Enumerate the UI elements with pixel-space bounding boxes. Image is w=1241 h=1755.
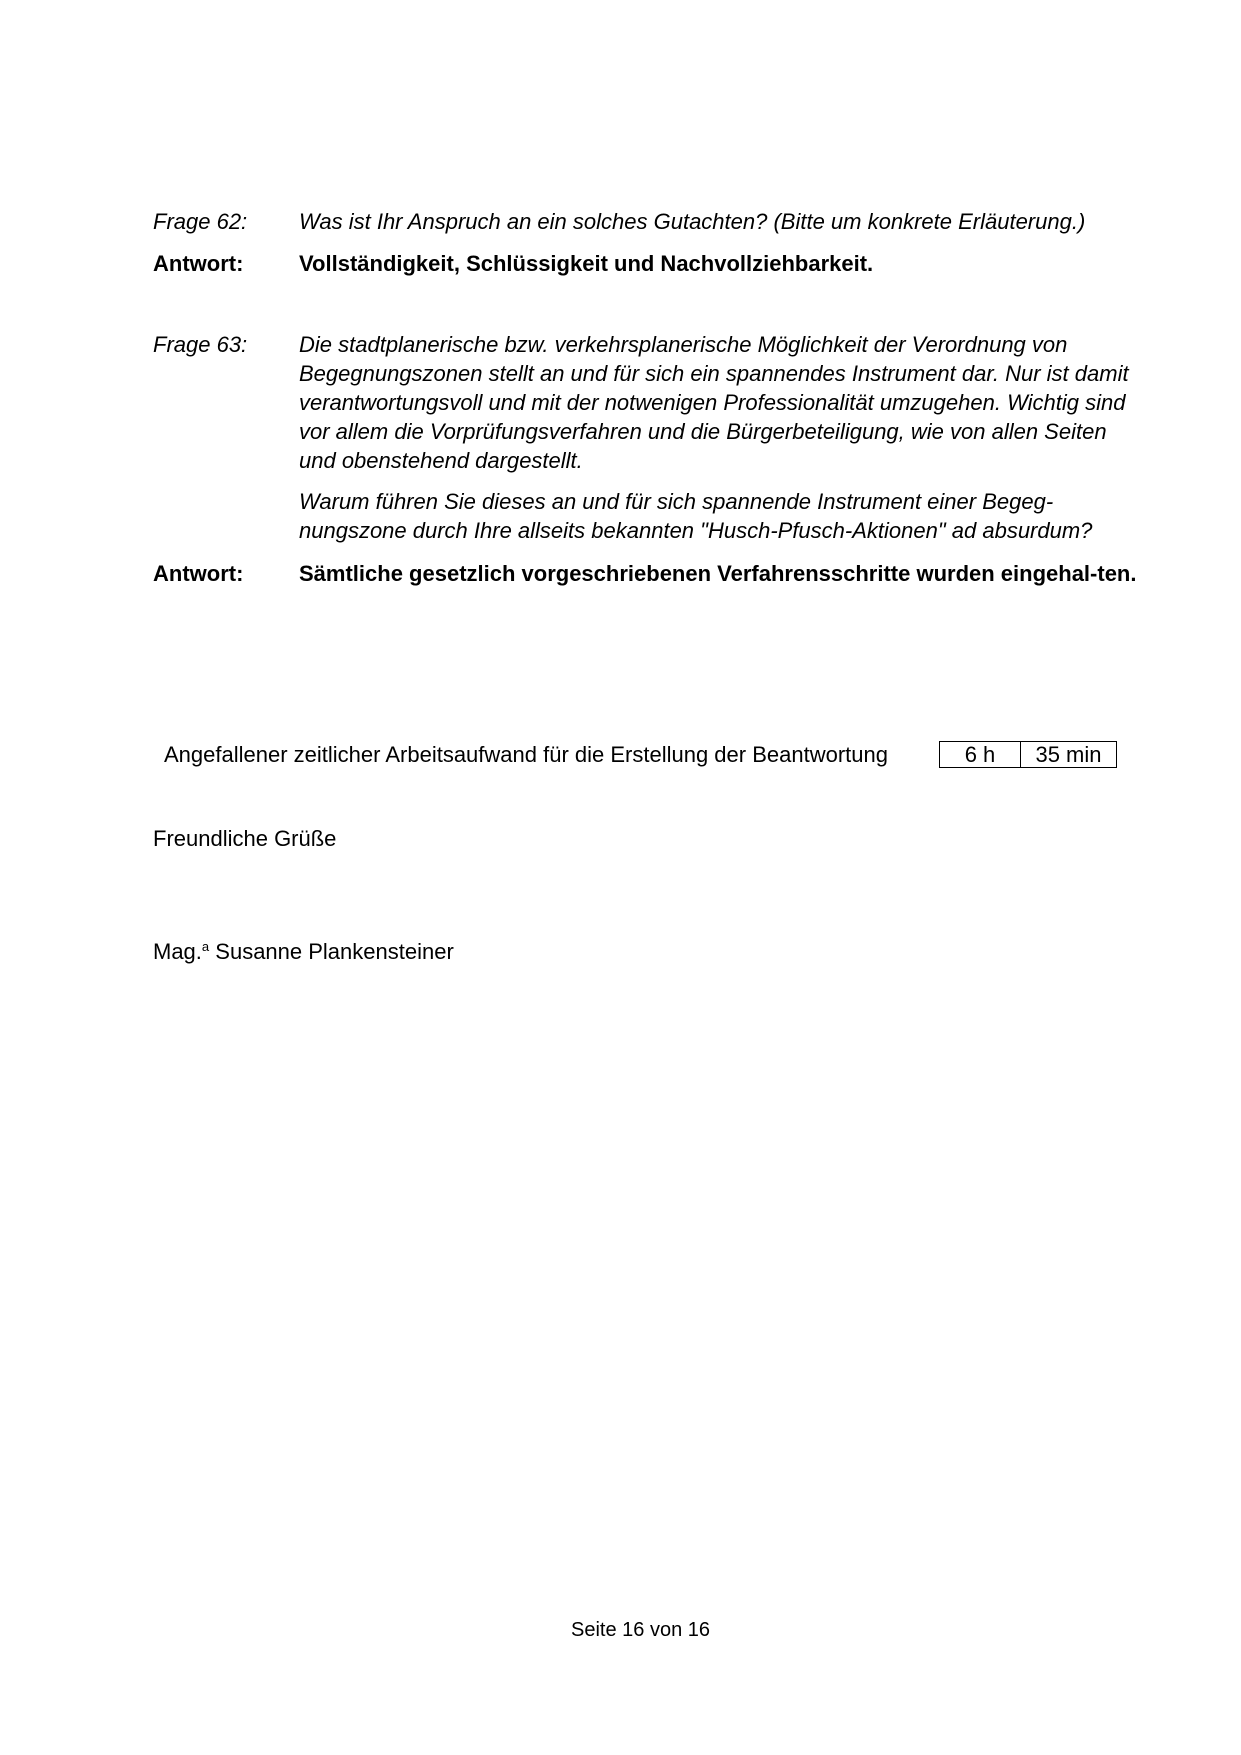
signature — [153, 937, 454, 966]
answer-63 — [153, 559, 1138, 588]
answer-63-text: Sämtliche gesetzlich vorgeschriebenen Verfahrensschritte wurden eingehal-ten. — [299, 561, 1137, 586]
answer-62 — [153, 249, 1138, 278]
answer-62-label: Antwort: — [153, 251, 244, 276]
page-number: Seite 16 von 16 — [571, 1619, 710, 1641]
question-63-label: Frage 63: — [153, 332, 248, 357]
effort-table — [939, 741, 1117, 768]
answer-63-label: Antwort: — [153, 561, 244, 586]
greeting: Freundliche Grüße — [153, 826, 337, 851]
question-63 — [153, 330, 1138, 545]
effort-minutes: 35 min — [1021, 742, 1117, 768]
question-63-text — [299, 330, 1138, 545]
effort-hours: 6 h — [940, 742, 1021, 768]
signature-title-superscript: a — [201, 939, 210, 954]
question-63-paragraph-2: Warum führen Sie dieses an und für sich spannende Instrument einer Begeg-nungszone durch Ihre allseits bekannten "Husch-Pfusch-Aktionen" ad absurdum? — [299, 489, 1093, 543]
question-62-label: Frage 62: — [153, 209, 248, 234]
question-62 — [153, 207, 1138, 236]
signature-title: Mag. — [153, 939, 202, 964]
signature-name: Susanne Plankensteiner — [215, 939, 454, 964]
answer-62-text: Vollständigkeit, Schlüssigkeit und Nachvollziehbarkeit. — [299, 251, 874, 276]
effort-label: Angefallener zeitlicher Arbeitsaufwand für die Erstellung der Beantwortung — [164, 742, 888, 767]
question-63-paragraph-1: Die stadtplanerische bzw. verkehrsplanerische Möglichkeit der Verordnung von Begegnungszonen stellt an und für sich ein spannendes Instrument dar. Nur ist damit verantwortungsvoll und mit der notwenigen Professionalität umzugehen. Wichtig sind vor allem die Vorprüfungsverfahren und die Bürgerbeteiligung, wie von allen Seiten und obenstehend dargestellt. — [299, 332, 1129, 473]
question-62-text — [299, 207, 1138, 236]
question-62-paragraph-1: Was ist Ihr Anspruch an ein solches Gutachten? (Bitte um konkrete Erläuterung.) — [299, 209, 1086, 234]
